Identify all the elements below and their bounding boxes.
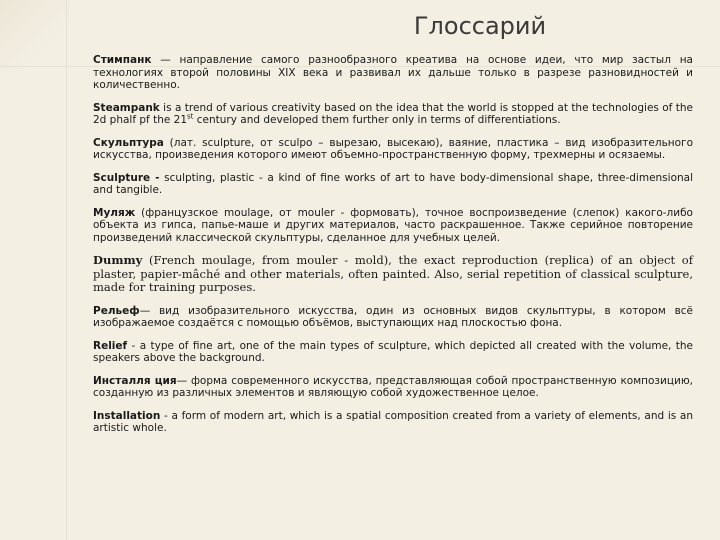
- entry-term: Sculpture -: [93, 171, 160, 184]
- glossary-entry-relief-en: [93, 340, 693, 365]
- glossary-entry-relief-ru: [93, 305, 693, 330]
- entry-definition: is a trend of various creativity based on the idea that the world is stopped at the technologies of the 2d phalf pf the 21: [93, 101, 693, 126]
- entry-term: Installation: [93, 409, 161, 422]
- entry-definition: — направление самого разнообразного креатива на основе идеи, что мир застыл на технологиях второй половины XIX века и развивал их дальше только в разрезе разновидностей и количественно.: [93, 54, 693, 91]
- glossary-entry-sculpture-en: [93, 172, 693, 197]
- glossary-entry-installation-en: [93, 410, 693, 435]
- entry-term: Dummy: [93, 253, 143, 267]
- decorative-line-vertical: [66, 0, 67, 540]
- entry-definition: — форма современного искусства, представляющая собой пространственную композицию, созданную из различных элементов и являющую собой художественное целое.: [93, 374, 693, 399]
- entry-term: Скульптура: [93, 136, 164, 149]
- entry-term: Рельеф: [93, 304, 140, 317]
- entry-superscript: st: [187, 112, 194, 121]
- entry-term: Relief: [93, 339, 128, 352]
- entry-definition: (французское moulage, от mouler - формовать), точное воспроизведение (слепок) какого-либо объекта из гипса, папье-маше и других материалов, часто раскрашенное. Также серийное повторение произведений классической скульптуры, сделанное для учебных целей.: [93, 206, 693, 244]
- glossary-entry-sculpture-ru: [93, 137, 693, 162]
- entry-definition: sculpting, plastic - a kind of fine works of art to have body-dimensional shape, three-dimensional and tangible.: [93, 171, 694, 196]
- entry-definition: (French moulage, from mouler - mold), the exact reproduction (replica) of an object of plaster, papier-mâché and other materials, often painted. Also, serial repetition of classical sculpture, made for training purposes.: [93, 253, 693, 294]
- decorative-corner: [0, 0, 70, 70]
- entry-definition: - a type of fine art, one of the main types of sculpture, which depicted all created with the volume, the speakers above the background.: [93, 339, 693, 364]
- entry-definition-cont: century and developed them further only in terms of differentiations.: [193, 114, 561, 126]
- glossary-entry-steampank-en: [93, 102, 693, 127]
- page-title: Глоссарий: [413, 12, 547, 40]
- entry-term: Инсталля ция: [93, 374, 177, 387]
- entry-definition: - a form of modern art, which is a spatial composition created from a variety of elements, and is an artistic whole.: [93, 409, 693, 434]
- entry-term: Муляж: [93, 206, 136, 219]
- glossary-entry-dummy-ru: [93, 207, 693, 245]
- entry-definition: (лат. sculpture, от sculpo – вырезаю, высекаю), ваяние, пластика – вид изобразительного искусства, произведения которого имеют объемно-пространственную форму, трехмерны и осязаемы.: [93, 136, 693, 161]
- entry-term: Steampank: [93, 101, 160, 114]
- glossary-content: [93, 54, 693, 445]
- glossary-entry-installation-ru: [93, 375, 693, 400]
- glossary-entry-steampunk-ru: [93, 54, 693, 92]
- glossary-entry-dummy-en: [93, 254, 693, 295]
- entry-definition: — вид изобразительного искусства, один из основных видов скульптуры, в котором всё изображаемое создаётся с помощью объёмов, выступающих над плоскостью фона.: [93, 304, 693, 329]
- entry-term: Стимпанк: [93, 54, 152, 66]
